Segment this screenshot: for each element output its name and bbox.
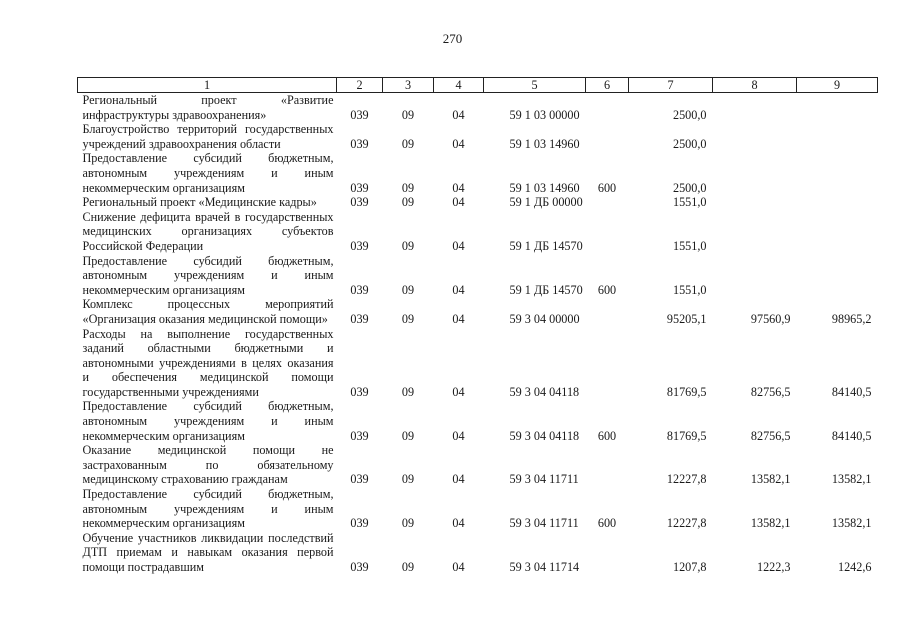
row-name: Региональный проект «Развитие инфраструктуры здравоохранения»: [82, 93, 334, 122]
row-subsection-code: 04: [452, 195, 465, 210]
table-row: [78, 487, 878, 531]
row-expense-type-code: [586, 122, 629, 151]
row-grbs-code: 039: [350, 282, 369, 297]
column-header-2: 2: [337, 78, 383, 93]
row-subsection-code: 04: [452, 282, 465, 297]
row-name: Оказание медицинской помощи не застрахованным по обязательному медицинскому страхованию гражданам: [82, 443, 334, 487]
row-section-code: 09: [401, 384, 415, 399]
row-target-article-code: 59 1 03 00000: [509, 107, 580, 122]
row-name: Региональный проект «Медицинские кадры»: [82, 195, 317, 210]
row-grbs-code: 039: [350, 107, 369, 122]
row-expense-type-code: 600: [597, 180, 617, 195]
row-amount-col7: 1551,0: [672, 195, 707, 210]
row-expense-type-code: 600: [597, 282, 617, 297]
column-header-5: 5: [484, 78, 586, 93]
row-subsection-code: 04: [452, 180, 465, 195]
row-amount-col8: 97560,9: [750, 311, 791, 326]
row-grbs-code: 039: [350, 472, 369, 487]
row-amount-col7: 1207,8: [672, 560, 707, 574]
row-subsection-code: 04: [452, 428, 465, 443]
table-body: [78, 93, 878, 575]
table-row: [78, 122, 878, 151]
row-amount-col7: 95205,1: [666, 311, 707, 326]
row-section-code: 09: [401, 136, 415, 151]
table-row: [78, 151, 878, 195]
row-target-article-code: 59 3 04 04118: [509, 384, 580, 399]
row-amount-col8: 82756,5: [750, 384, 791, 399]
row-amount-col9: 98965,2: [831, 311, 872, 326]
row-subsection-code: 04: [452, 311, 465, 326]
row-expense-type-code: [586, 531, 629, 575]
row-grbs-code: 039: [350, 195, 369, 210]
row-section-code: 09: [401, 472, 415, 487]
header-row: [78, 78, 878, 93]
column-header-6: 6: [586, 78, 629, 93]
column-header-7: 7: [629, 78, 713, 93]
row-name: Обучение участников ликвидации последствий ДТП приемам и навыкам оказания первой помощи пострадавшим: [82, 530, 334, 574]
table-row: [78, 399, 878, 443]
row-amount-col9: [797, 254, 878, 298]
row-subsection-code: 04: [452, 516, 465, 531]
row-section-code: 09: [401, 311, 415, 326]
row-amount-col8: [713, 93, 797, 123]
row-amount-col9: [797, 151, 878, 195]
row-amount-col8: 13582,1: [750, 472, 791, 487]
row-grbs-code: 039: [350, 516, 369, 531]
row-amount-col9: [797, 210, 878, 254]
row-target-article-code: 59 3 04 11714: [509, 560, 580, 574]
row-name: Предоставление субсидий бюджетным, автономным учреждениям и иным некоммерческим организациям: [82, 399, 334, 443]
row-subsection-code: 04: [452, 560, 465, 574]
row-section-code: 09: [401, 516, 415, 531]
row-expense-type-code: [586, 195, 629, 210]
row-target-article-code: 59 3 04 04118: [509, 428, 580, 443]
row-amount-col7: 12227,8: [666, 472, 707, 487]
row-amount-col9: [797, 195, 878, 210]
table-row: [78, 254, 878, 298]
row-amount-col8: [713, 195, 797, 210]
column-header-4: 4: [434, 78, 484, 93]
row-grbs-code: 039: [350, 384, 369, 399]
row-subsection-code: 04: [452, 384, 465, 399]
row-subsection-code: 04: [452, 136, 465, 151]
row-name: Благоустройство территорий государственных учреждений здравоохранения области: [82, 122, 334, 151]
row-amount-col9: [797, 122, 878, 151]
row-section-code: 09: [401, 180, 415, 195]
table-row: [78, 93, 878, 123]
row-grbs-code: 039: [350, 560, 369, 574]
column-header-3: 3: [383, 78, 434, 93]
row-name: Комплекс процессных мероприятий «Организация оказания медицинской помощи»: [82, 297, 334, 326]
row-amount-col7: 81769,5: [666, 428, 707, 443]
row-amount-col7: 12227,8: [666, 516, 707, 531]
row-section-code: 09: [401, 107, 415, 122]
row-subsection-code: 04: [452, 107, 465, 122]
column-header-1: 1: [78, 78, 337, 93]
row-section-code: 09: [401, 238, 415, 253]
column-header-8: 8: [713, 78, 797, 93]
table-row: [78, 297, 878, 326]
table-row: [78, 195, 878, 210]
row-amount-col7: 2500,0: [672, 136, 707, 151]
row-name: Снижение дефицита врачей в государственных медицинских организациях субъектов Российской Федерации: [82, 209, 334, 253]
row-target-article-code: 59 1 03 14960: [509, 180, 580, 195]
row-amount-col8: [713, 122, 797, 151]
row-expense-type-code: [586, 297, 629, 326]
row-amount-col9: 84140,5: [831, 428, 872, 443]
row-grbs-code: 039: [350, 238, 369, 253]
row-amount-col8: [713, 151, 797, 195]
row-expense-type-code: 600: [597, 516, 617, 531]
table-row: [78, 327, 878, 400]
row-amount-col9: 13582,1: [831, 472, 872, 487]
table-row: [78, 210, 878, 254]
table-row: [78, 443, 878, 487]
row-amount-col9: 13582,1: [831, 516, 872, 531]
row-subsection-code: 04: [452, 472, 465, 487]
row-amount-col8: [713, 210, 797, 254]
row-grbs-code: 039: [350, 428, 369, 443]
row-target-article-code: 59 3 04 11711: [509, 516, 579, 531]
row-amount-col9: 1242,6: [837, 560, 872, 574]
row-expense-type-code: 600: [597, 428, 617, 443]
row-amount-col8: 1222,3: [756, 560, 791, 574]
row-amount-col8: 13582,1: [750, 516, 791, 531]
row-target-article-code: 59 1 ДБ 14570: [509, 282, 583, 297]
row-name: Предоставление субсидий бюджетным, автономным учреждениям и иным некоммерческим организациям: [82, 151, 334, 195]
row-name: Расходы на выполнение государственных заданий областными бюджетными и автономными учреждениями в целях оказания и обеспечения медицинской помощи государственными учреждениями: [82, 326, 334, 399]
row-section-code: 09: [401, 428, 415, 443]
row-amount-col8: 82756,5: [750, 428, 791, 443]
row-expense-type-code: [586, 443, 629, 487]
row-target-article-code: 59 1 03 14960: [509, 136, 580, 151]
row-grbs-code: 039: [350, 311, 369, 326]
row-amount-col9: [797, 93, 878, 123]
row-amount-col7: 2500,0: [672, 180, 707, 195]
row-subsection-code: 04: [452, 238, 465, 253]
table-row: [78, 531, 878, 575]
row-target-article-code: 59 3 04 11711: [509, 472, 579, 487]
row-name: Предоставление субсидий бюджетным, автономным учреждениям и иным некоммерческим организациям: [82, 487, 334, 531]
row-expense-type-code: [586, 210, 629, 254]
row-amount-col7: 2500,0: [672, 107, 707, 122]
row-amount-col9: 84140,5: [831, 384, 872, 399]
page-number: 270: [442, 31, 463, 46]
row-amount-col7: 1551,0: [672, 282, 707, 297]
row-section-code: 09: [401, 195, 415, 210]
row-section-code: 09: [401, 560, 415, 574]
row-amount-col7: 81769,5: [666, 384, 707, 399]
row-grbs-code: 039: [350, 136, 369, 151]
row-section-code: 09: [401, 282, 415, 297]
row-grbs-code: 039: [350, 180, 369, 195]
row-name: Предоставление субсидий бюджетным, автономным учреждениям и иным некоммерческим организациям: [82, 253, 334, 297]
row-expense-type-code: [586, 93, 629, 123]
budget-table: [77, 77, 878, 575]
row-amount-col8: [713, 254, 797, 298]
row-target-article-code: 59 1 ДБ 14570: [509, 238, 583, 253]
column-header-9: 9: [797, 78, 878, 93]
row-target-article-code: 59 3 04 00000: [509, 311, 580, 326]
row-expense-type-code: [586, 327, 629, 400]
row-amount-col7: 1551,0: [672, 238, 707, 253]
row-target-article-code: 59 1 ДБ 00000: [509, 195, 583, 210]
